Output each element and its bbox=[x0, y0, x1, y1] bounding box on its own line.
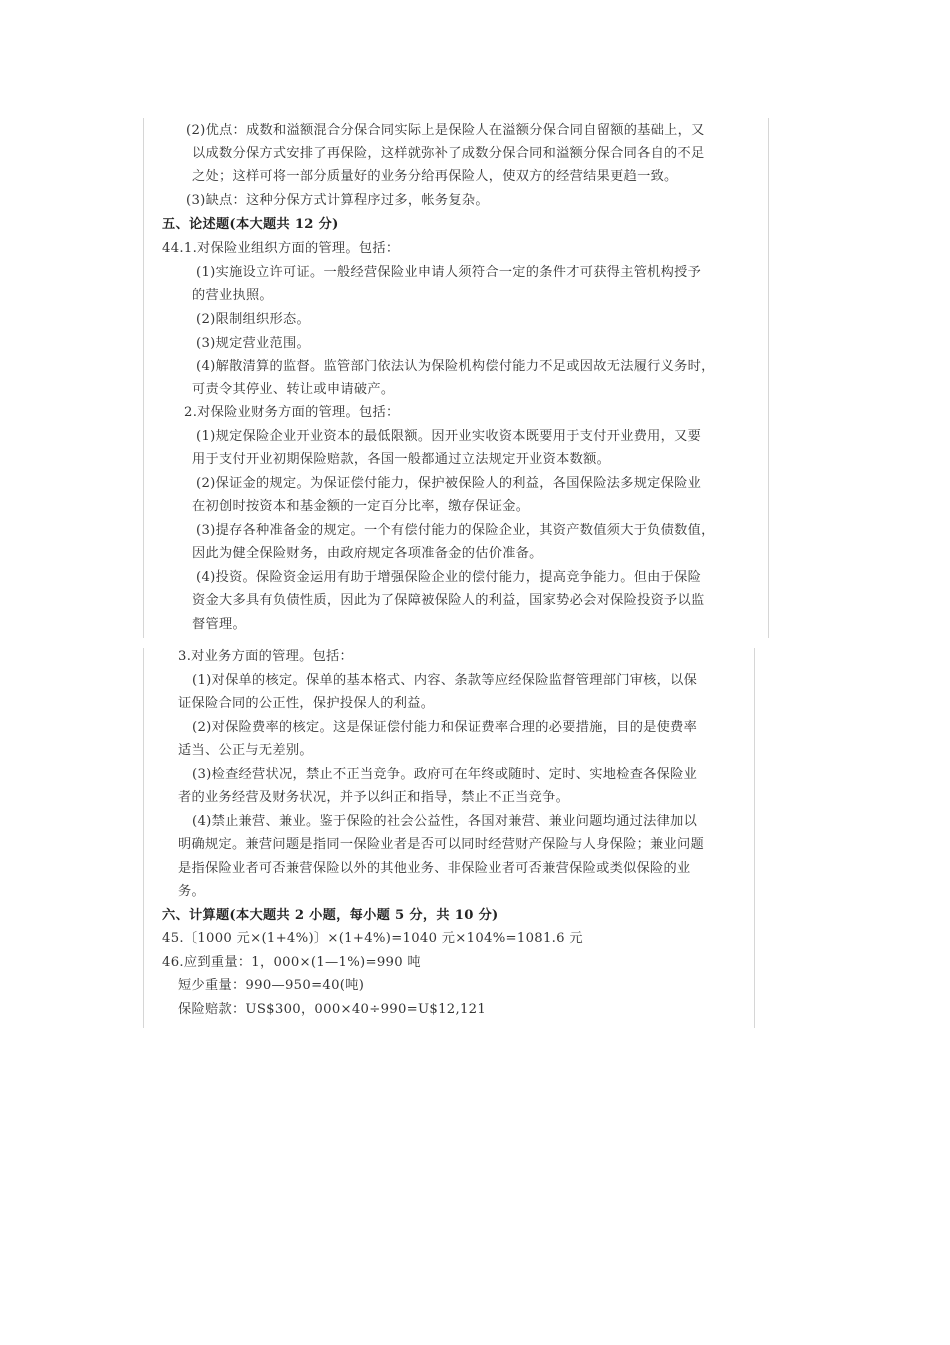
text-line: (2)保证金的规定。为保证偿付能力，保护被保险人的利益，各国保险法多规定保险业 bbox=[196, 476, 702, 491]
text-line: (2)限制组织形态。 bbox=[196, 312, 310, 327]
text-line: 用于支付开业初期保险赔款，各国一般都通过立法规定开业资本数额。 bbox=[192, 452, 611, 467]
text-line: (3)缺点：这种分保方式计算程序过多，帐务复杂。 bbox=[186, 193, 489, 208]
text-line: 督管理。 bbox=[192, 617, 246, 632]
text-line: 务。 bbox=[178, 884, 205, 899]
text-line: 证保险合同的公正性，保护投保人的利益。 bbox=[178, 696, 435, 711]
text-line: 短少重量：990—950=40(吨) bbox=[178, 978, 365, 993]
text-line: (1)实施设立许可证。一般经营保险业申请人须符合一定的条件才可获得主管机构授予 bbox=[196, 265, 702, 280]
text-line: 的营业执照。 bbox=[192, 288, 273, 303]
text-line: 是指保险业者可否兼营保险以外的其他业务、非保险业者可否兼营保险或类似保险的业 bbox=[178, 861, 691, 876]
text-line: 在初创时按资本和基金额的一定百分比率，缴存保证金。 bbox=[192, 499, 530, 514]
text-line: (3)规定营业范围。 bbox=[196, 336, 310, 351]
text-line: 之处；这样可将一部分质量好的业务分给再保险人，使双方的经营结果更趋一致。 bbox=[192, 169, 678, 184]
text-line: 44.1.对保险业组织方面的管理。包括： bbox=[162, 241, 400, 256]
text-line: 46.应到重量：1，000×(1—1%)=990 吨 bbox=[162, 955, 421, 970]
text-line: (1)对保单的核定。保单的基本格式、内容、条款等应经保险监督管理部门审核，以保 bbox=[192, 673, 698, 688]
text-line: 资金大多具有负债性质，因此为了保障被保险人的利益，国家势必会对保险投资予以监 bbox=[192, 593, 705, 608]
text-line: 因此为健全保险财务，由政府规定各项准备金的估价准备。 bbox=[192, 546, 543, 561]
section-heading: 六、计算题(本大题共 2 小题，每小题 5 分，共 10 分) bbox=[162, 908, 499, 923]
text-line: 45.〔1000 元×(1+4%)〕×(1+4%)=1040 元×104%=1081.6 元 bbox=[162, 931, 583, 946]
text-line: 明确规定。兼营问题是指同一保险业者是否可以同时经营财产保险与人身保险；兼业问题 bbox=[178, 837, 705, 852]
text-line: (4)投资。保险资金运用有助于增强保险企业的偿付能力，提高竞争能力。但由于保险 bbox=[196, 570, 702, 585]
text-line: (2)对保险费率的核定。这是保证偿付能力和保证费率合理的必要措施，目的是使费率 bbox=[192, 720, 698, 735]
text-line: 2.对保险业财务方面的管理。包括： bbox=[184, 405, 400, 420]
text-line: 可责令其停业、转让或申请破产。 bbox=[192, 382, 395, 397]
text-line: (4)解散清算的监督。监管部门依法认为保险机构偿付能力不足或因故无法履行义务时， bbox=[196, 359, 715, 374]
section-heading: 五、论述题(本大题共 12 分) bbox=[162, 217, 339, 232]
text-line: (2)优点：成数和溢额混合分保合同实际上是保险人在溢额分保合同自留额的基础上，又 bbox=[186, 123, 705, 138]
text-line: 3.对业务方面的管理。包括： bbox=[178, 649, 354, 664]
text-line: (1)规定保险企业开业资本的最低限额。因开业实收资本既要用于支付开业费用，又要 bbox=[196, 429, 702, 444]
text-line: 者的业务经营及财务状况，并予以纠正和指导，禁止不正当竞争。 bbox=[178, 790, 570, 805]
text-line: 保险赔款：US$300，000×40÷990=U$12,121 bbox=[178, 1002, 487, 1017]
text-line: 以成数分保方式安排了再保险，这样就弥补了成数分保合同和溢额分保合同各自的不足 bbox=[192, 146, 705, 161]
text-line: (3)检查经营状况，禁止不正当竞争。政府可在年终或随时、定时、实地检查各保险业 bbox=[192, 767, 698, 782]
text-line: (3)提存各种准备金的规定。一个有偿付能力的保险企业，其资产数值须大于负债数值， bbox=[196, 523, 715, 538]
text-line: (4)禁止兼营、兼业。鉴于保险的社会公益性，各国对兼营、兼业问题均通过法律加以 bbox=[192, 814, 698, 829]
text-line: 适当、公正与无差别。 bbox=[178, 743, 313, 758]
